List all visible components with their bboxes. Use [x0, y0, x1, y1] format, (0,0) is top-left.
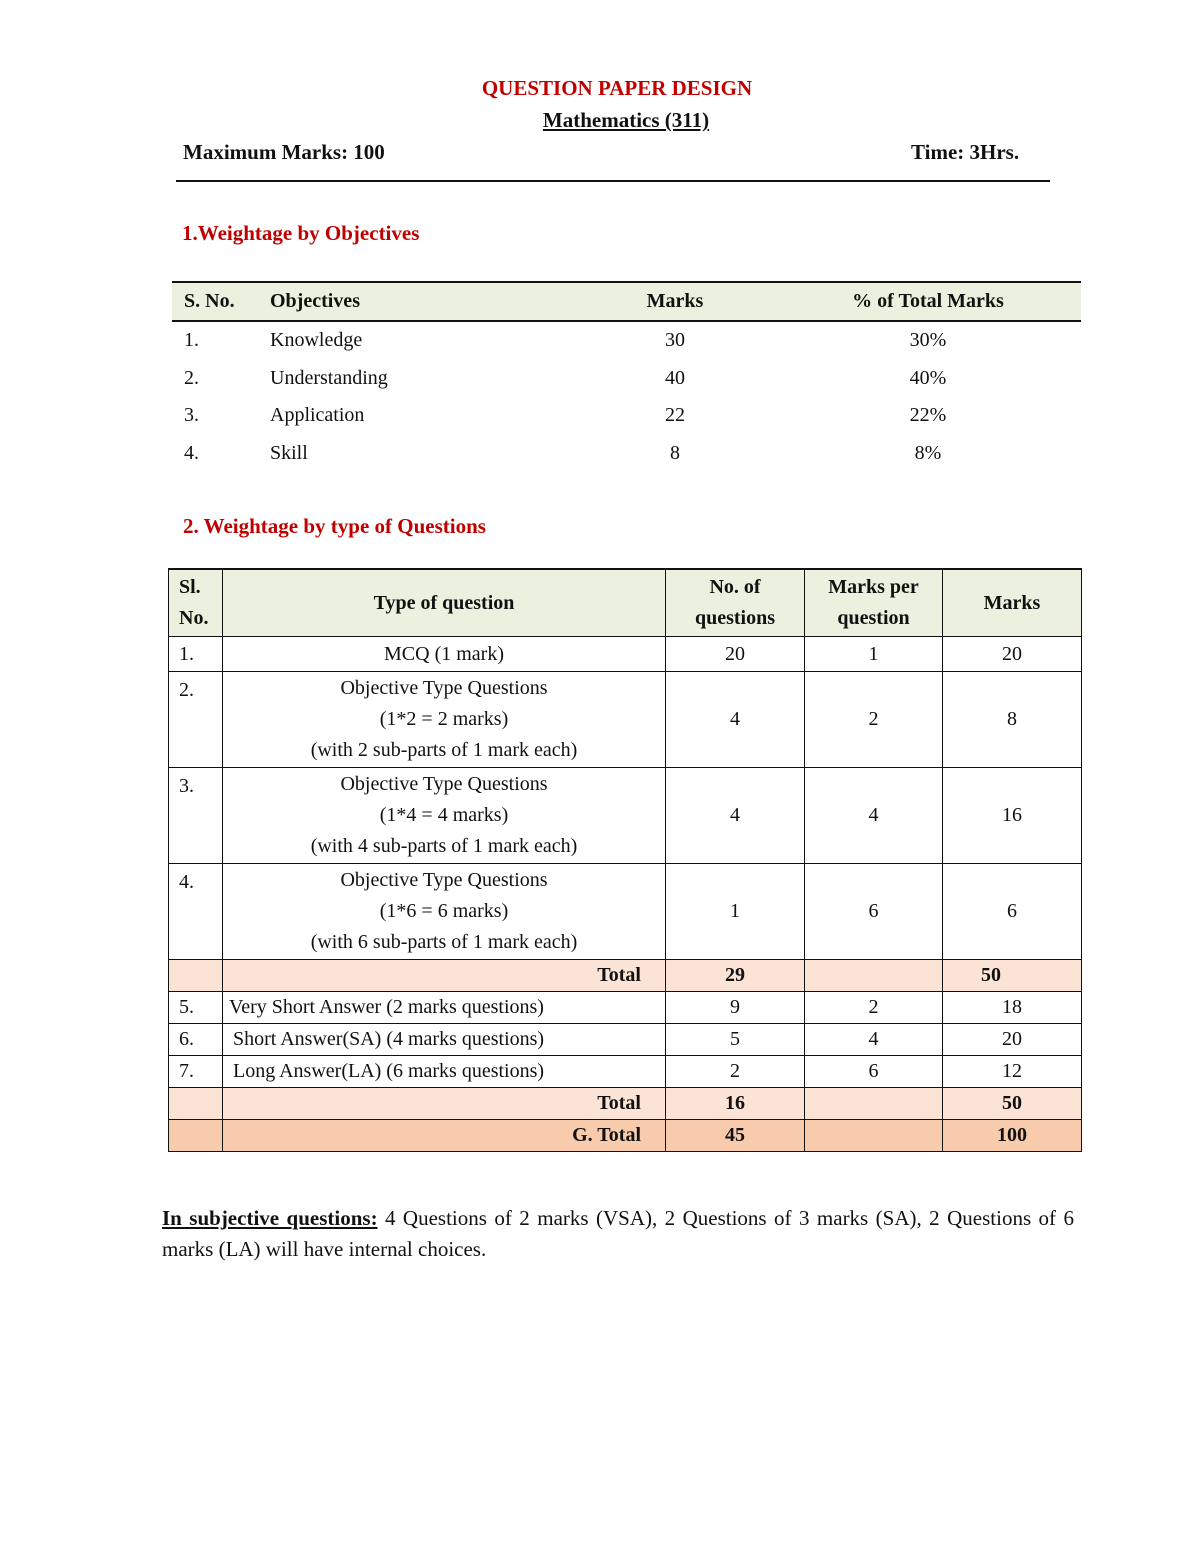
cell-type: Objective Type Questions (1*6 = 6 marks) (with 6 sub-parts of 1 mark each): [223, 864, 666, 960]
col-num-questions: No. of questions: [666, 569, 805, 637]
question-types-table: [168, 568, 1082, 1152]
cell-marks: 22: [665, 404, 685, 427]
cell-sno: 2.: [184, 366, 199, 389]
cell-mpq: 6: [805, 864, 943, 960]
col-type: Type of question: [223, 569, 666, 637]
cell-grand-total-marks: 100: [943, 1120, 1082, 1152]
page-title: QUESTION PAPER DESIGN: [481, 76, 753, 100]
subtotal-row-objective: [169, 960, 1082, 992]
cell-num: 20: [666, 637, 805, 672]
cell-sno: 4.: [184, 441, 199, 464]
cell-objective: Knowledge: [270, 329, 363, 352]
cell-total-num: 29: [666, 960, 805, 992]
subject-title: Mathematics (311): [542, 108, 710, 132]
cell-marks: 12: [943, 1056, 1082, 1088]
objectives-header-row: [172, 282, 1081, 321]
subjective-note: [162, 1203, 1074, 1265]
col-marks: Marks: [575, 282, 775, 321]
cell-total-marks: 50: [943, 1088, 1082, 1120]
cell-type: Short Answer(SA) (4 marks questions): [223, 1024, 666, 1056]
cell-total-label: Total: [223, 960, 666, 992]
cell-marks: 6: [943, 864, 1082, 960]
cell-sl: 2.: [169, 672, 223, 768]
table-row: [169, 992, 1082, 1024]
max-marks: Maximum Marks: 100: [183, 140, 385, 164]
table-row: [169, 1056, 1082, 1088]
cell-marks: 16: [943, 768, 1082, 864]
cell-empty: [169, 1120, 223, 1152]
cell-type: Objective Type Questions (1*4 = 4 marks) (with 4 sub-parts of 1 mark each): [223, 768, 666, 864]
cell-sl: 6.: [169, 1024, 223, 1056]
cell-grand-total-num: 45: [666, 1120, 805, 1152]
cell-mpq: 4: [805, 768, 943, 864]
table-row: [169, 864, 1082, 960]
cell-marks: 20: [943, 1024, 1082, 1056]
note-text: 4 Questions of 2 marks (VSA), 2 Questions of 3 marks (SA), 2 Questions of 6 marks (LA) will have internal choices.: [162, 1206, 1074, 1261]
cell-type: Objective Type Questions (1*2 = 2 marks) (with 2 sub-parts of 1 mark each): [223, 672, 666, 768]
section-2-heading: 2. Weightage by type of Questions: [183, 514, 486, 538]
cell-total-num: 16: [666, 1088, 805, 1120]
cell-type: Long Answer(LA) (6 marks questions): [223, 1056, 666, 1088]
section-1-heading: 1.Weightage by Objectives: [182, 221, 420, 245]
subtotal-row-subjective: [169, 1088, 1082, 1120]
cell-mpq: 6: [805, 1056, 943, 1088]
cell-mpq: 2: [805, 672, 943, 768]
cell-objective: Application: [270, 404, 365, 427]
note-lead: In subjective questions:: [162, 1206, 378, 1230]
grand-total-row: [169, 1120, 1082, 1152]
table-row: [169, 1024, 1082, 1056]
table-row: [169, 637, 1082, 672]
cell-empty: [805, 1088, 943, 1120]
cell-empty: [805, 960, 943, 992]
cell-num: 5: [666, 1024, 805, 1056]
cell-mpq: 4: [805, 1024, 943, 1056]
table-row: [169, 768, 1082, 864]
cell-grand-total-label: G. Total: [223, 1120, 666, 1152]
table-row: [172, 360, 1081, 398]
objectives-table: [172, 281, 1081, 472]
question-types-header-row: [169, 569, 1082, 637]
col-marks: Marks: [943, 569, 1082, 637]
cell-sl: 1.: [169, 637, 223, 672]
col-marks-per-question: Marks per question: [805, 569, 943, 637]
time-allowed: Time: 3Hrs.: [911, 140, 1020, 164]
cell-sl: 5.: [169, 992, 223, 1024]
cell-num: 2: [666, 1056, 805, 1088]
cell-empty: [169, 960, 223, 992]
cell-num: 4: [666, 672, 805, 768]
cell-empty: [805, 1120, 943, 1152]
cell-sl: 3.: [169, 768, 223, 864]
cell-sno: 3.: [184, 404, 199, 427]
cell-marks: 18: [943, 992, 1082, 1024]
cell-pct: 8%: [914, 441, 942, 464]
col-objectives: Objectives: [264, 282, 575, 321]
cell-total-label: Total: [223, 1088, 666, 1120]
cell-type: Very Short Answer (2 marks questions): [223, 992, 666, 1024]
cell-pct: 22%: [909, 404, 947, 427]
table-row: [172, 321, 1081, 360]
cell-objective: Skill: [270, 441, 308, 464]
table-row: [172, 397, 1081, 435]
col-pct: % of Total Marks: [775, 282, 1081, 321]
cell-sl: 4.: [169, 864, 223, 960]
cell-sno: 1.: [184, 329, 199, 352]
header-divider: [176, 180, 1050, 182]
cell-empty: [169, 1088, 223, 1120]
cell-marks: 20: [943, 637, 1082, 672]
cell-num: 9: [666, 992, 805, 1024]
cell-num: 4: [666, 768, 805, 864]
table-row: [169, 672, 1082, 768]
cell-type: MCQ (1 mark): [223, 637, 666, 672]
cell-marks: 30: [665, 329, 685, 352]
cell-objective: Understanding: [270, 366, 388, 389]
cell-sl: 7.: [169, 1056, 223, 1088]
cell-num: 1: [666, 864, 805, 960]
table-row: [172, 435, 1081, 473]
cell-marks: 40: [665, 366, 685, 389]
cell-marks: 8: [943, 672, 1082, 768]
cell-mpq: 2: [805, 992, 943, 1024]
cell-marks: 8: [670, 441, 680, 464]
cell-total-marks: 50: [943, 960, 1082, 992]
cell-pct: 40%: [909, 366, 947, 389]
cell-pct: 30%: [909, 329, 947, 352]
col-sno: S. No.: [172, 282, 264, 321]
cell-mpq: 1: [805, 637, 943, 672]
col-sl-no: Sl. No.: [169, 569, 223, 637]
